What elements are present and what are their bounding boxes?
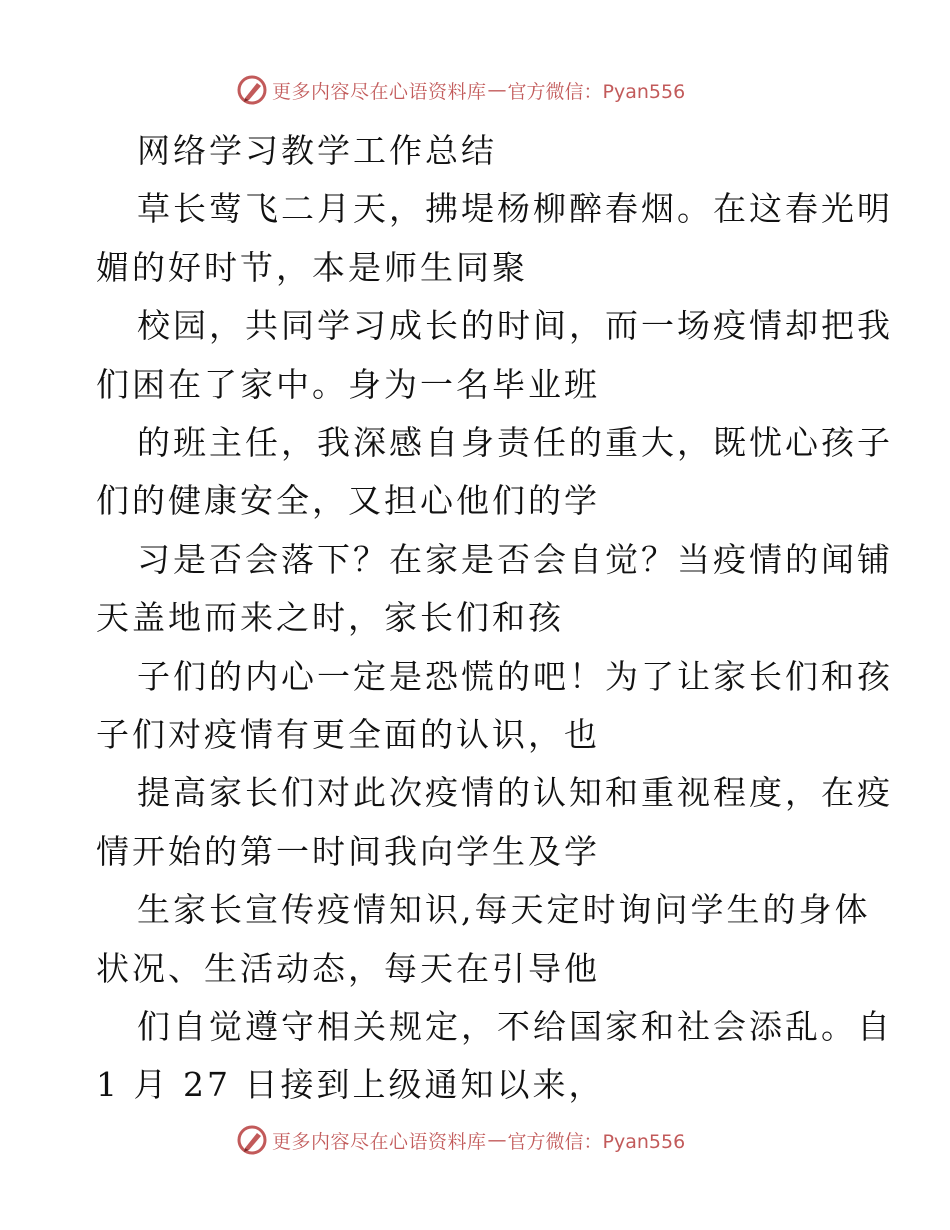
document-line: 子们的内心一定是恐慌的吧！为了让家长们和孩 [137, 656, 893, 696]
document-line: 的班主任，我深感自身责任的重大，既忧心孩子 [137, 423, 893, 462]
pen-logo-icon [236, 1124, 268, 1156]
document-line: 提高家长们对此次疫情的认知和重视程度，在疫 [137, 773, 893, 813]
footer-watermark-banner [236, 1122, 685, 1158]
banner-wechat: 官方微信：Pyan556 [507, 80, 686, 103]
document-line: 媚的好时节，本是师生同聚 [96, 247, 528, 287]
banner-dash: — [487, 79, 507, 101]
document-line: 习是否会落下？在家是否会自觉？当疫情的闻铺 [137, 539, 893, 579]
document-line: 们自觉遵守相关规定，不给国家和社会添乱。自 [137, 1007, 893, 1046]
banner-text: 更多内容尽在心语资料库 [272, 80, 487, 103]
header-watermark-banner [236, 72, 685, 108]
document-line: 们困在了家中。身为一名毕业班 [96, 364, 600, 404]
pen-logo-icon [236, 74, 268, 106]
banner-text: 更多内容尽在心语资料库 [272, 1130, 487, 1153]
document-line: 天盖地而来之时，家长们和孩 [96, 598, 564, 638]
document-line: 1 月 27 日接到上级通知以来， [96, 1065, 605, 1105]
document-line: 情开始的第一时间我向学生及学 [96, 831, 600, 871]
document-line: 子们对疫情有更全面的认识，也 [96, 715, 600, 754]
document-title: 网络学习教学工作总结 [137, 131, 497, 170]
document-line: 状况、生活动态，每天在引导他 [96, 948, 600, 988]
document-line: 生家长宣传疫情知识,每天定时询问学生的身体 [137, 890, 871, 930]
banner-wechat: 官方微信：Pyan556 [507, 1130, 686, 1153]
document-line: 草长莺飞二月天，拂堤杨柳醉春烟。在这春光明 [137, 189, 893, 229]
banner-dash: — [487, 1129, 507, 1151]
document-line: 校园，共同学习成长的时间，而一场疫情却把我 [137, 306, 893, 346]
document-line: 们的健康安全，又担心他们的学 [96, 481, 600, 521]
